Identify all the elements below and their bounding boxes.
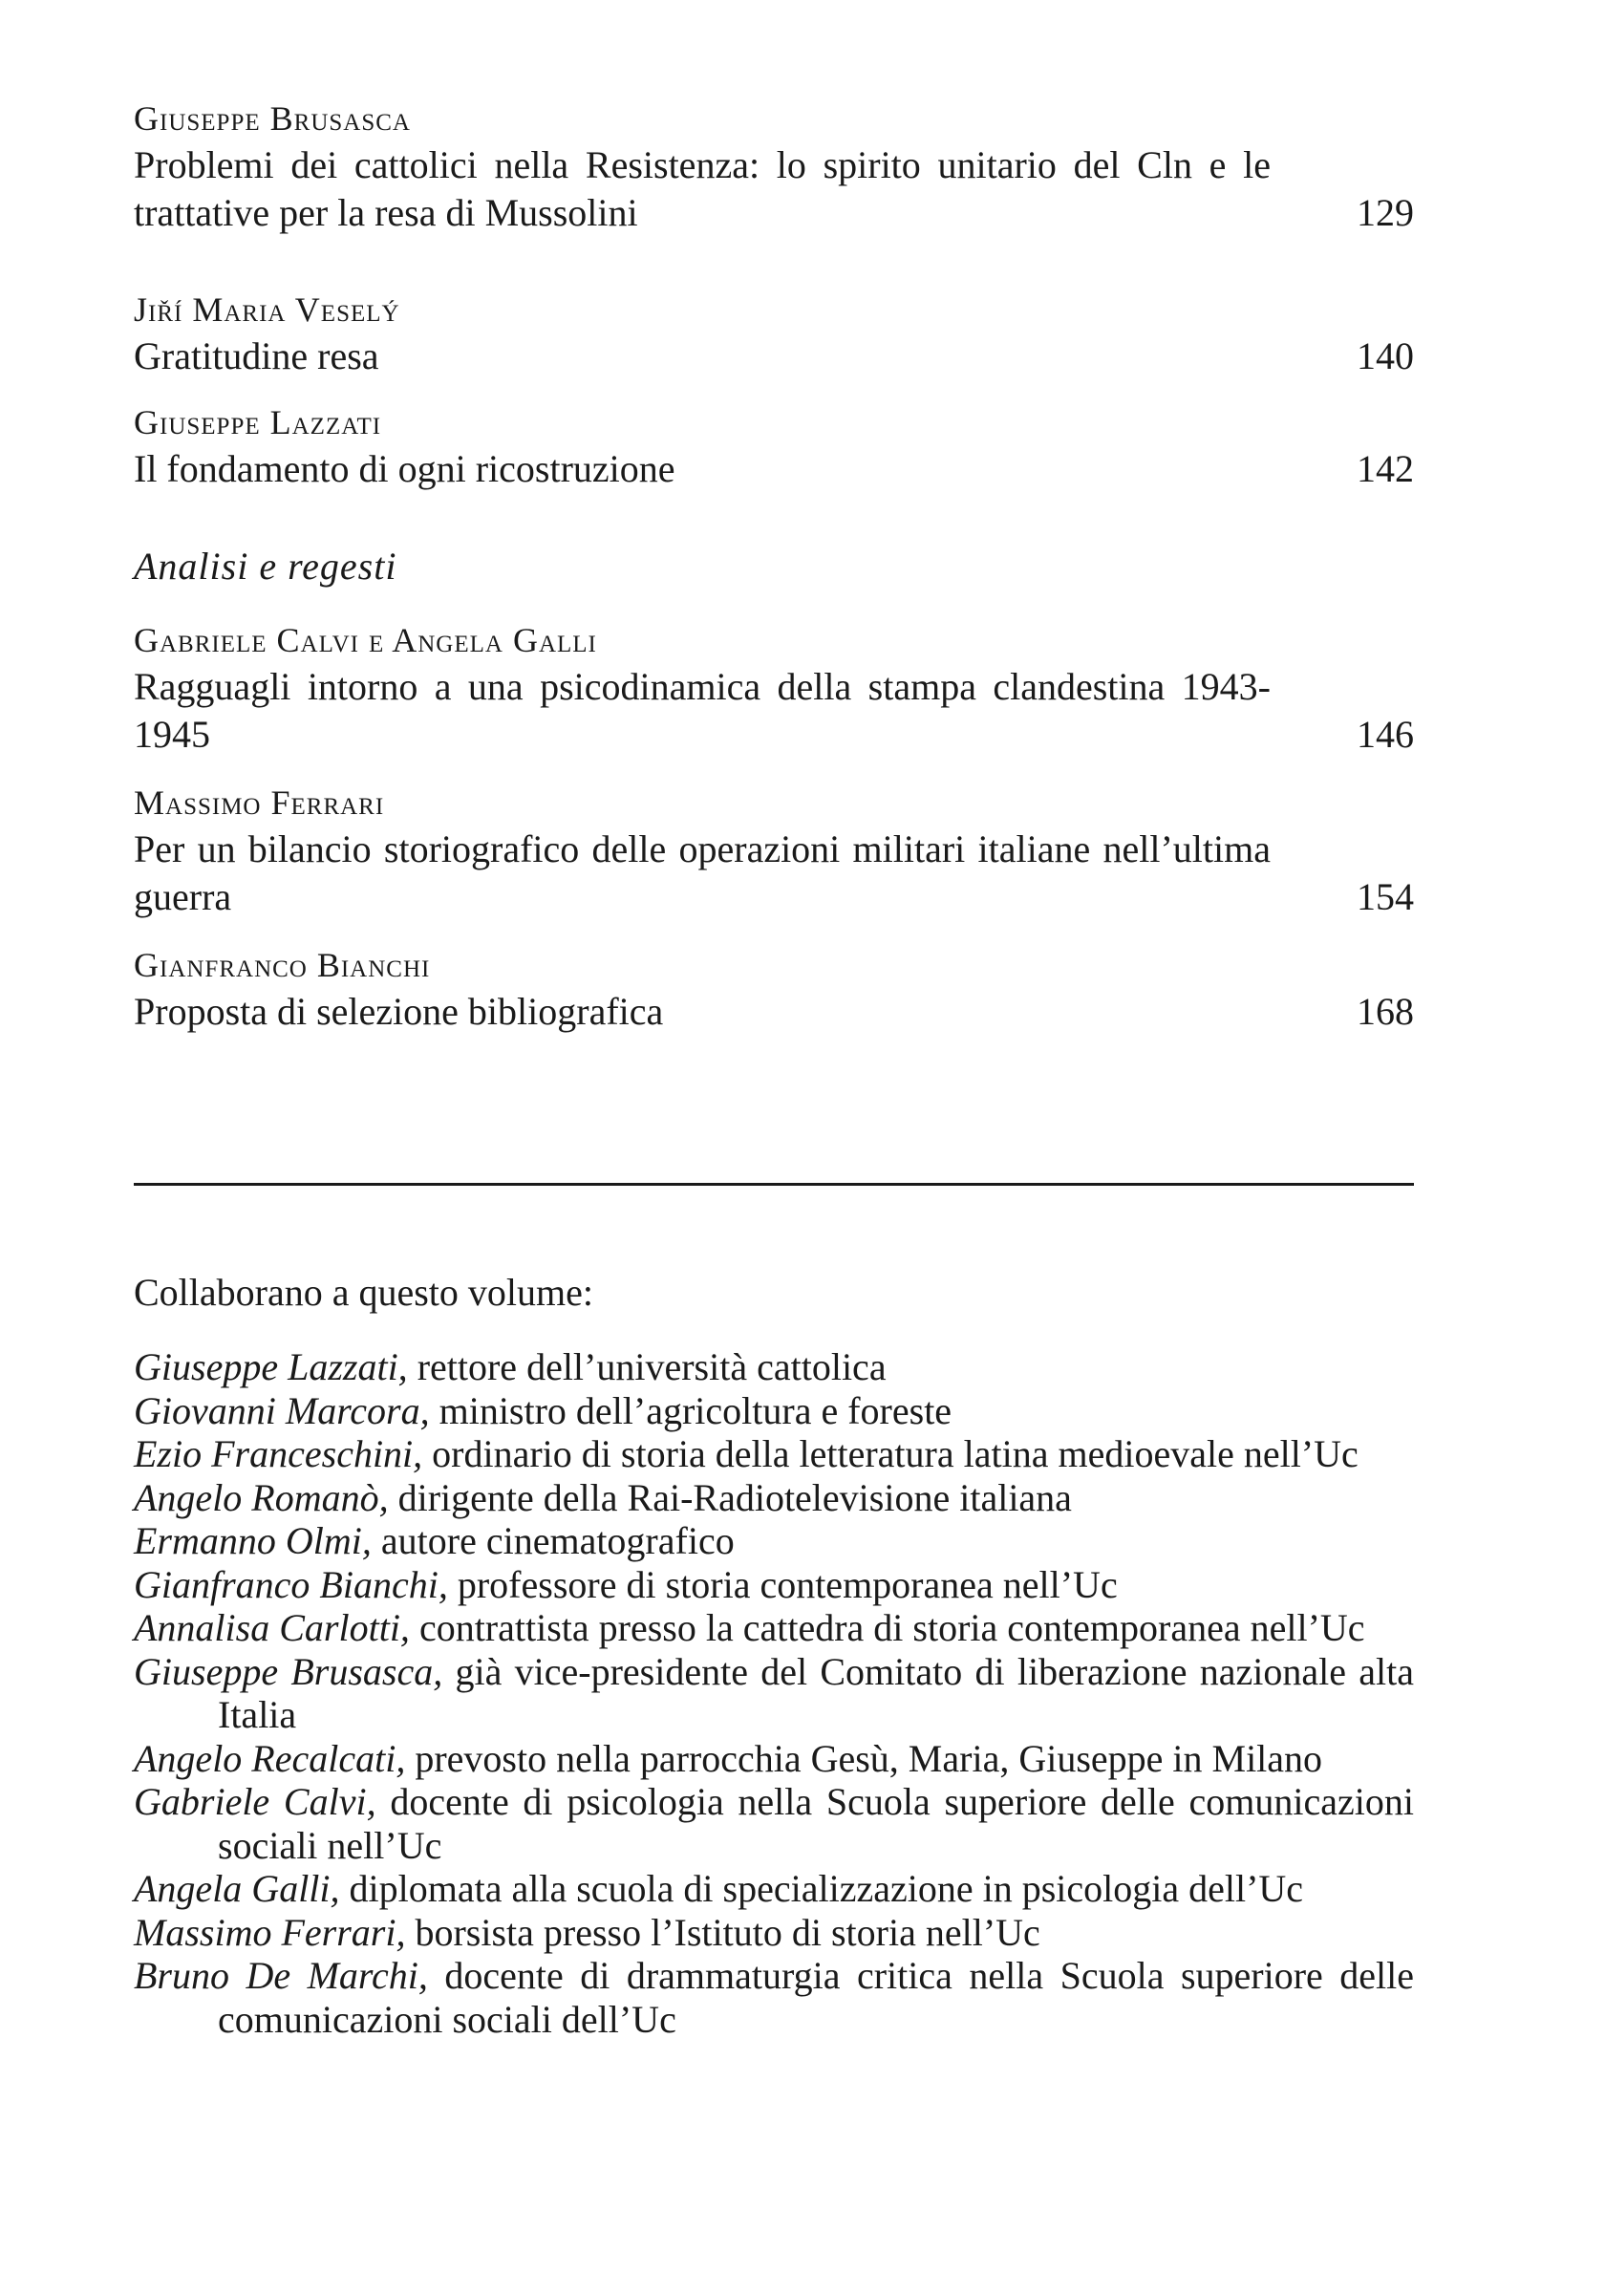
toc-entry-page-number: 146: [1357, 713, 1414, 756]
toc-entry-author: Gabriele Calvi e Angela Galli: [134, 621, 597, 659]
contributor-item: [134, 1606, 1414, 1650]
contributor-name: Gianfranco Bianchi,: [134, 1562, 448, 1606]
contributor-item: [134, 1737, 1414, 1781]
contributor-name: Annalisa Carlotti,: [134, 1606, 410, 1649]
contributor-role: docente di drammaturgia critica nella Scuola superiore delle comunicazioni sociali dell’Uc: [218, 1954, 1414, 2041]
toc-entry: [134, 399, 1414, 493]
contributor-name: Angelo Recalcati,: [134, 1736, 406, 1780]
contributor-item: [134, 1519, 1414, 1563]
toc-entry-author: Giuseppe Lazzati: [134, 403, 382, 441]
contributor-name: Giovanni Marcora,: [134, 1388, 430, 1432]
toc-entry: [134, 942, 1414, 1036]
contributor-item: [134, 1563, 1414, 1607]
contributors-heading: Collaborano a questo volume:: [134, 1271, 594, 1314]
contributor-name: Angela Galli,: [134, 1867, 340, 1910]
toc-entry-title-row: [134, 333, 1414, 380]
contributor-role: diplomata alla scuola di specializzazione in psicologia dell’Uc: [349, 1867, 1304, 1910]
toc-entry: [134, 780, 1414, 921]
contributor-role: professore di storia contemporanea nell’Uc: [457, 1562, 1118, 1606]
contributor-item: [134, 1911, 1414, 1955]
contributor-role: ministro dell’agricoltura e foreste: [439, 1388, 952, 1432]
contributor-name: Giuseppe Lazzati,: [134, 1345, 408, 1388]
contributor-name: Ezio Franceschini,: [134, 1432, 423, 1475]
contributor-role: già vice-presidente del Comitato di liberazione nazionale alta Italia: [218, 1649, 1415, 1736]
table-of-contents: [134, 96, 1414, 1036]
contributor-name: Angelo Romanò,: [134, 1475, 389, 1519]
toc-entry-author: Giuseppe Brusasca: [134, 99, 411, 138]
toc-entry-title-row: [134, 826, 1414, 921]
section-heading: Analisi e regesti: [134, 545, 397, 588]
contributor-name: Ermanno Olmi,: [134, 1519, 372, 1562]
contributor-role: ordinario di storia della letteratura latina medioevale nell’Uc: [432, 1432, 1359, 1475]
contributor-item: [134, 1389, 1414, 1433]
toc-entry-page-number: 140: [1357, 334, 1414, 377]
contributor-item: [134, 1954, 1414, 2041]
toc-entry-page-number: 129: [1357, 191, 1414, 234]
contributor-role: autore cinematografico: [380, 1519, 735, 1562]
toc-entry-title-row: [134, 445, 1414, 493]
contributor-item: [134, 1780, 1414, 1867]
contributor-role: rettore dell’università cattolica: [417, 1345, 887, 1388]
contributor-role: prevosto nella parrocchia Gesù, Maria, Giuseppe in Milano: [415, 1736, 1323, 1780]
toc-entry-title: Il fondamento di ogni ricostruzione: [134, 447, 675, 490]
toc-entry-title-row: [134, 663, 1414, 759]
contributor-item: [134, 1345, 1414, 1389]
contributor-role: docente di psicologia nella Scuola superiore delle comunicazioni sociali nell’Uc: [218, 1780, 1414, 1867]
contributor-name: Giuseppe Brusasca,: [134, 1649, 443, 1693]
contributor-name: Bruno De Marchi,: [134, 1954, 428, 1997]
contributor-item: [134, 1867, 1414, 1911]
toc-entry-title: Gratitudine resa: [134, 334, 379, 377]
contributor-role: dirigente della Rai-Radiotelevisione italiana: [397, 1475, 1072, 1519]
toc-entry-title: Problemi dei cattolici nella Resistenza: lo spirito unitario del Cln e le trattative per la resa di Mussolini: [134, 143, 1271, 234]
horizontal-rule: [134, 1183, 1414, 1186]
toc-entry-title: Ragguagli intorno a una psicodinamica della stampa clandestina 1943-1945: [134, 665, 1271, 756]
document-page: [134, 0, 1414, 2296]
toc-entry-author: Massimo Ferrari: [134, 783, 385, 822]
toc-entry-author: Jiří Maria Veselý: [134, 290, 400, 329]
toc-entry: [134, 287, 1414, 380]
toc-entry-title: Per un bilancio storiografico delle operazioni militari italiane nell’ultima guerra: [134, 827, 1271, 918]
toc-entry-title: Proposta di selezione bibliografica: [134, 990, 664, 1033]
contributor-name: Gabriele Calvi,: [134, 1780, 376, 1823]
toc-entry-page-number: 168: [1357, 990, 1414, 1033]
toc-entry-page-number: 154: [1357, 875, 1414, 918]
contributors-list: [134, 1345, 1414, 2041]
contributor-item: [134, 1432, 1414, 1476]
contributor-role: contrattista presso la cattedra di storia contemporanea nell’Uc: [418, 1606, 1365, 1649]
toc-entry-author: Gianfranco Bianchi: [134, 946, 431, 984]
contributor-item: [134, 1476, 1414, 1520]
contributor-role: borsista presso l’Istituto di storia nell’Uc: [415, 1910, 1040, 1954]
toc-entry-title-row: [134, 988, 1414, 1036]
toc-entry: [134, 617, 1414, 759]
toc-entry: [134, 96, 1414, 237]
contributor-item: [134, 1650, 1414, 1737]
toc-entry-title-row: [134, 141, 1414, 237]
contributor-name: Massimo Ferrari,: [134, 1910, 406, 1954]
toc-entry-page-number: 142: [1357, 447, 1414, 490]
